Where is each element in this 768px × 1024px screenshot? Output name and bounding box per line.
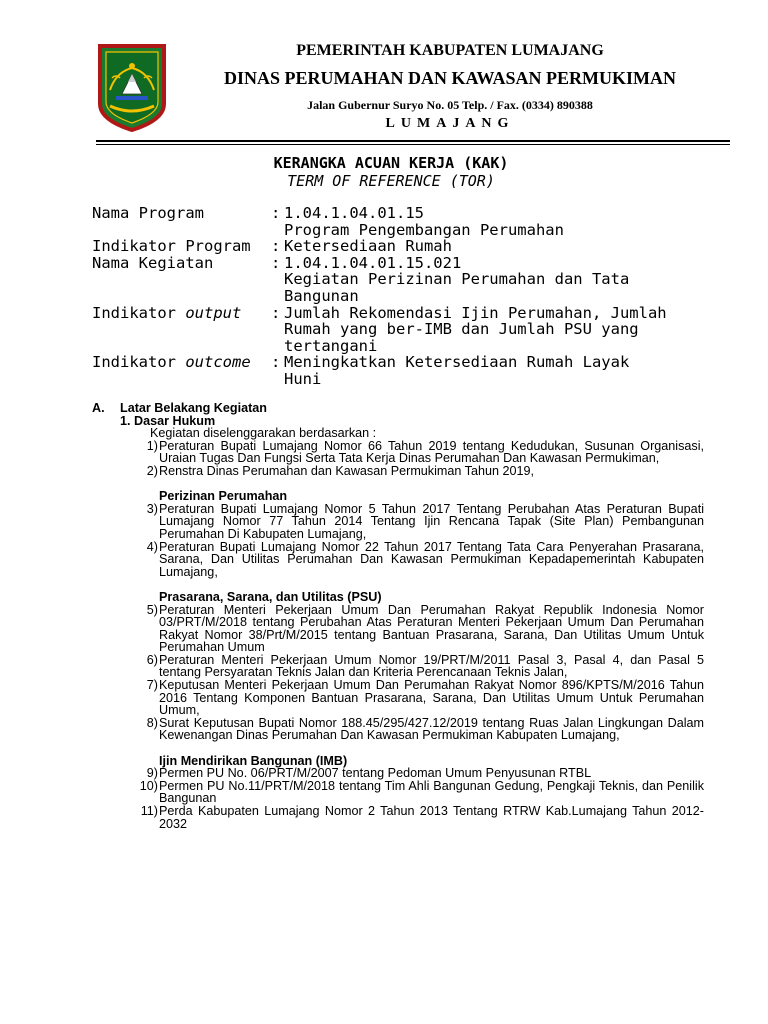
list-item [92, 767, 704, 780]
info-colon: : [271, 237, 281, 256]
list-item-text: Peraturan Bupati Lumajang Nomor 5 Tahun 2017 Tentang Perubahan Atas Peraturan Bupati Lumajang Nomor 77 Tahun 2014 Tentang Ijin Rencana Tapak (Site Plan) Pembangunan Perumahan Di Kabupaten Lumajang, [159, 501, 704, 541]
section-title: Latar Belakang Kegiatan [120, 401, 267, 415]
section-heading [92, 402, 704, 415]
list-item-number: 5) [146, 602, 158, 617]
list-item [92, 679, 704, 717]
document-title: KERANGKA ACUAN KERJA (KAK) [273, 154, 509, 172]
list-item-number: 1) [146, 438, 158, 453]
list-item-text: Perda Kabupaten Lumajang Nomor 2 Tahun 2013 Tentang RTRW Kab.Lumajang Tahun 2012-2032 [159, 804, 704, 831]
list-item [92, 440, 704, 465]
list-item-text: Permen PU No. 06/PRT/M/2007 tentang Pedoman Umum Penyusunan RTBL [159, 766, 592, 781]
info-value [284, 205, 712, 238]
letterhead-divider-thick [96, 140, 730, 142]
list-item-text: Renstra Dinas Perumahan dan Kawasan Permukiman Tahun 2019, [159, 463, 535, 478]
info-row [92, 238, 712, 255]
info-row [92, 255, 712, 305]
list-item-number: 8) [146, 715, 158, 730]
document-subtitle: TERM OF REFERENCE (TOR) [287, 172, 495, 190]
list-item [92, 465, 704, 478]
list-item-number: 10) [139, 778, 158, 793]
document-body [92, 402, 704, 830]
letterhead-agency: DINAS PERUMAHAN DAN KAWASAN PERMUKIMAN [224, 68, 676, 88]
list-item-text: Peraturan Bupati Lumajang Nomor 22 Tahun 2017 Tentang Tata Cara Penyerahan Prasarana, Sarana, Dan Utilitas Perumahan Dan Kawasan Permukiman Kepadapemerintah Kabupaten Lumajang, [159, 539, 704, 579]
info-row [92, 305, 712, 355]
info-label: Indikator Program [92, 237, 251, 256]
subsection-title: 1. Dasar Hukum [120, 413, 216, 428]
group-heading: Ijin Mendirikan Bangunan (IMB) [159, 753, 348, 768]
list-item [92, 780, 704, 805]
list-item-text: Peraturan Bupati Lumajang Nomor 66 Tahun 2019 tentang Kedudukan, Susunan Organisasi, Uraian Tugas Dan Fungsi Serta Tata Kerja Dinas Perumahan Dan Kawasan Permukiman, [159, 438, 704, 466]
info-colon: : [271, 303, 281, 322]
info-label: Indikator outcome [92, 353, 251, 372]
info-value-line: 1.04.1.04.01.15 [284, 204, 424, 222]
letterhead-government: PEMERINTAH KABUPATEN LUMAJANG [296, 42, 604, 59]
list-item-text: Peraturan Menteri Pekerjaan Umum Nomor 19/PRT/M/2011 Pasal 3, Pasal 4, dan Pasal 5 tentang Persyaratan Teknis Jalan dan Kriteria Perencanaan Teknis Jalan, [159, 652, 704, 680]
info-row [92, 205, 712, 238]
program-info-block [92, 205, 712, 388]
list-item [92, 654, 704, 679]
info-value-line: Jumlah Rekomendasi Ijin Perumahan, Jumlah [284, 303, 667, 322]
info-value-line: 1.04.1.04.01.15.021 [284, 253, 462, 272]
intro-text: Kegiatan diselenggarakan berdasarkan : [150, 426, 377, 441]
legal-basis-list [92, 440, 704, 830]
info-value-line: Bangunan [284, 286, 359, 305]
list-item-number: 11) [140, 804, 158, 818]
list-item [92, 604, 704, 654]
info-value [284, 354, 712, 387]
letterhead-city: LUMAJANG [385, 116, 515, 131]
list-item-text: Permen PU No.11/PRT/M/2018 tentang Tim Ahli Bangunan Gedung, Pengkaji Teknis, dan Penilik Bangunan [159, 778, 704, 806]
list-item [92, 503, 704, 541]
info-value-line: tertangani [284, 336, 378, 355]
info-value-line: Program Pengembangan Perumahan [284, 220, 564, 239]
info-colon: : [271, 253, 281, 272]
info-label: Indikator output [92, 303, 242, 322]
list-item-number: 9) [146, 766, 158, 781]
info-value [284, 305, 712, 355]
info-row [92, 354, 712, 387]
info-label-italic: output [185, 303, 242, 322]
list-item-text: Peraturan Menteri Pekerjaan Umum Dan Perumahan Rakyat Republik Indonesia Nomor 03/PRT/M/2018 tentang Perubahan Atas Peraturan Menteri Pekerjaan Umum Dan Perumahan Rakyat Nomor 38/Prt/M/2015 tentang Bantuan Prasarana, Sarana, Dan Utilitas Umum Untuk Perumahan Umum [159, 602, 704, 655]
info-value-line: Huni [284, 369, 322, 388]
info-colon: : [271, 204, 281, 222]
list-item-number: 7) [146, 678, 158, 693]
info-label-italic: outcome [185, 353, 251, 372]
info-label: Nama Kegiatan [92, 253, 214, 272]
list-item-number: 4) [146, 539, 158, 554]
list-item [92, 541, 704, 579]
section-letter: A. [92, 401, 105, 415]
list-item [92, 805, 704, 830]
group-heading: Perizinan Perumahan [159, 489, 288, 504]
info-value [284, 238, 712, 255]
list-item-text: Surat Keputusan Bupati Nomor 188.45/295/427.12/2019 tentang Ruas Jalan Lingkungan Dalam Kewenangan Dinas Perumahan Dan Kawasan Permukiman Kabupaten Lumajang, [159, 715, 704, 743]
list-item-number: 3) [146, 501, 158, 516]
info-value [284, 255, 712, 305]
info-label: Nama Program [92, 204, 204, 222]
group-heading: Prasarana, Sarana, dan Utilitas (PSU) [159, 589, 382, 604]
list-item-text: Keputusan Menteri Pekerjaan Umum Dan Perumahan Rakyat Nomor 896/KPTS/M/2016 Tahun 2016 Tentang Komponen Bantuan Prasarana, Sarana, Dan Utilitas Umum Untuk Perumahan Umum, [159, 678, 704, 718]
list-item-number: 6) [146, 652, 158, 667]
info-value-line: Meningkatkan Ketersediaan Rumah Layak [284, 353, 630, 372]
info-value-line: Ketersediaan Rumah [284, 237, 452, 256]
letterhead-address: Jalan Gubernur Suryo No. 05 Telp. / Fax. (0334) 890388 [307, 98, 593, 112]
list-item [92, 717, 704, 742]
list-item-number: 2) [146, 463, 158, 478]
info-value-line: Rumah yang ber-IMB dan Jumlah PSU yang [284, 320, 639, 339]
info-value-line: Kegiatan Perizinan Perumahan dan Tata [284, 270, 630, 289]
info-colon: : [271, 353, 281, 372]
letterhead-divider-thin [96, 144, 730, 145]
lumajang-regency-emblem [96, 44, 168, 132]
